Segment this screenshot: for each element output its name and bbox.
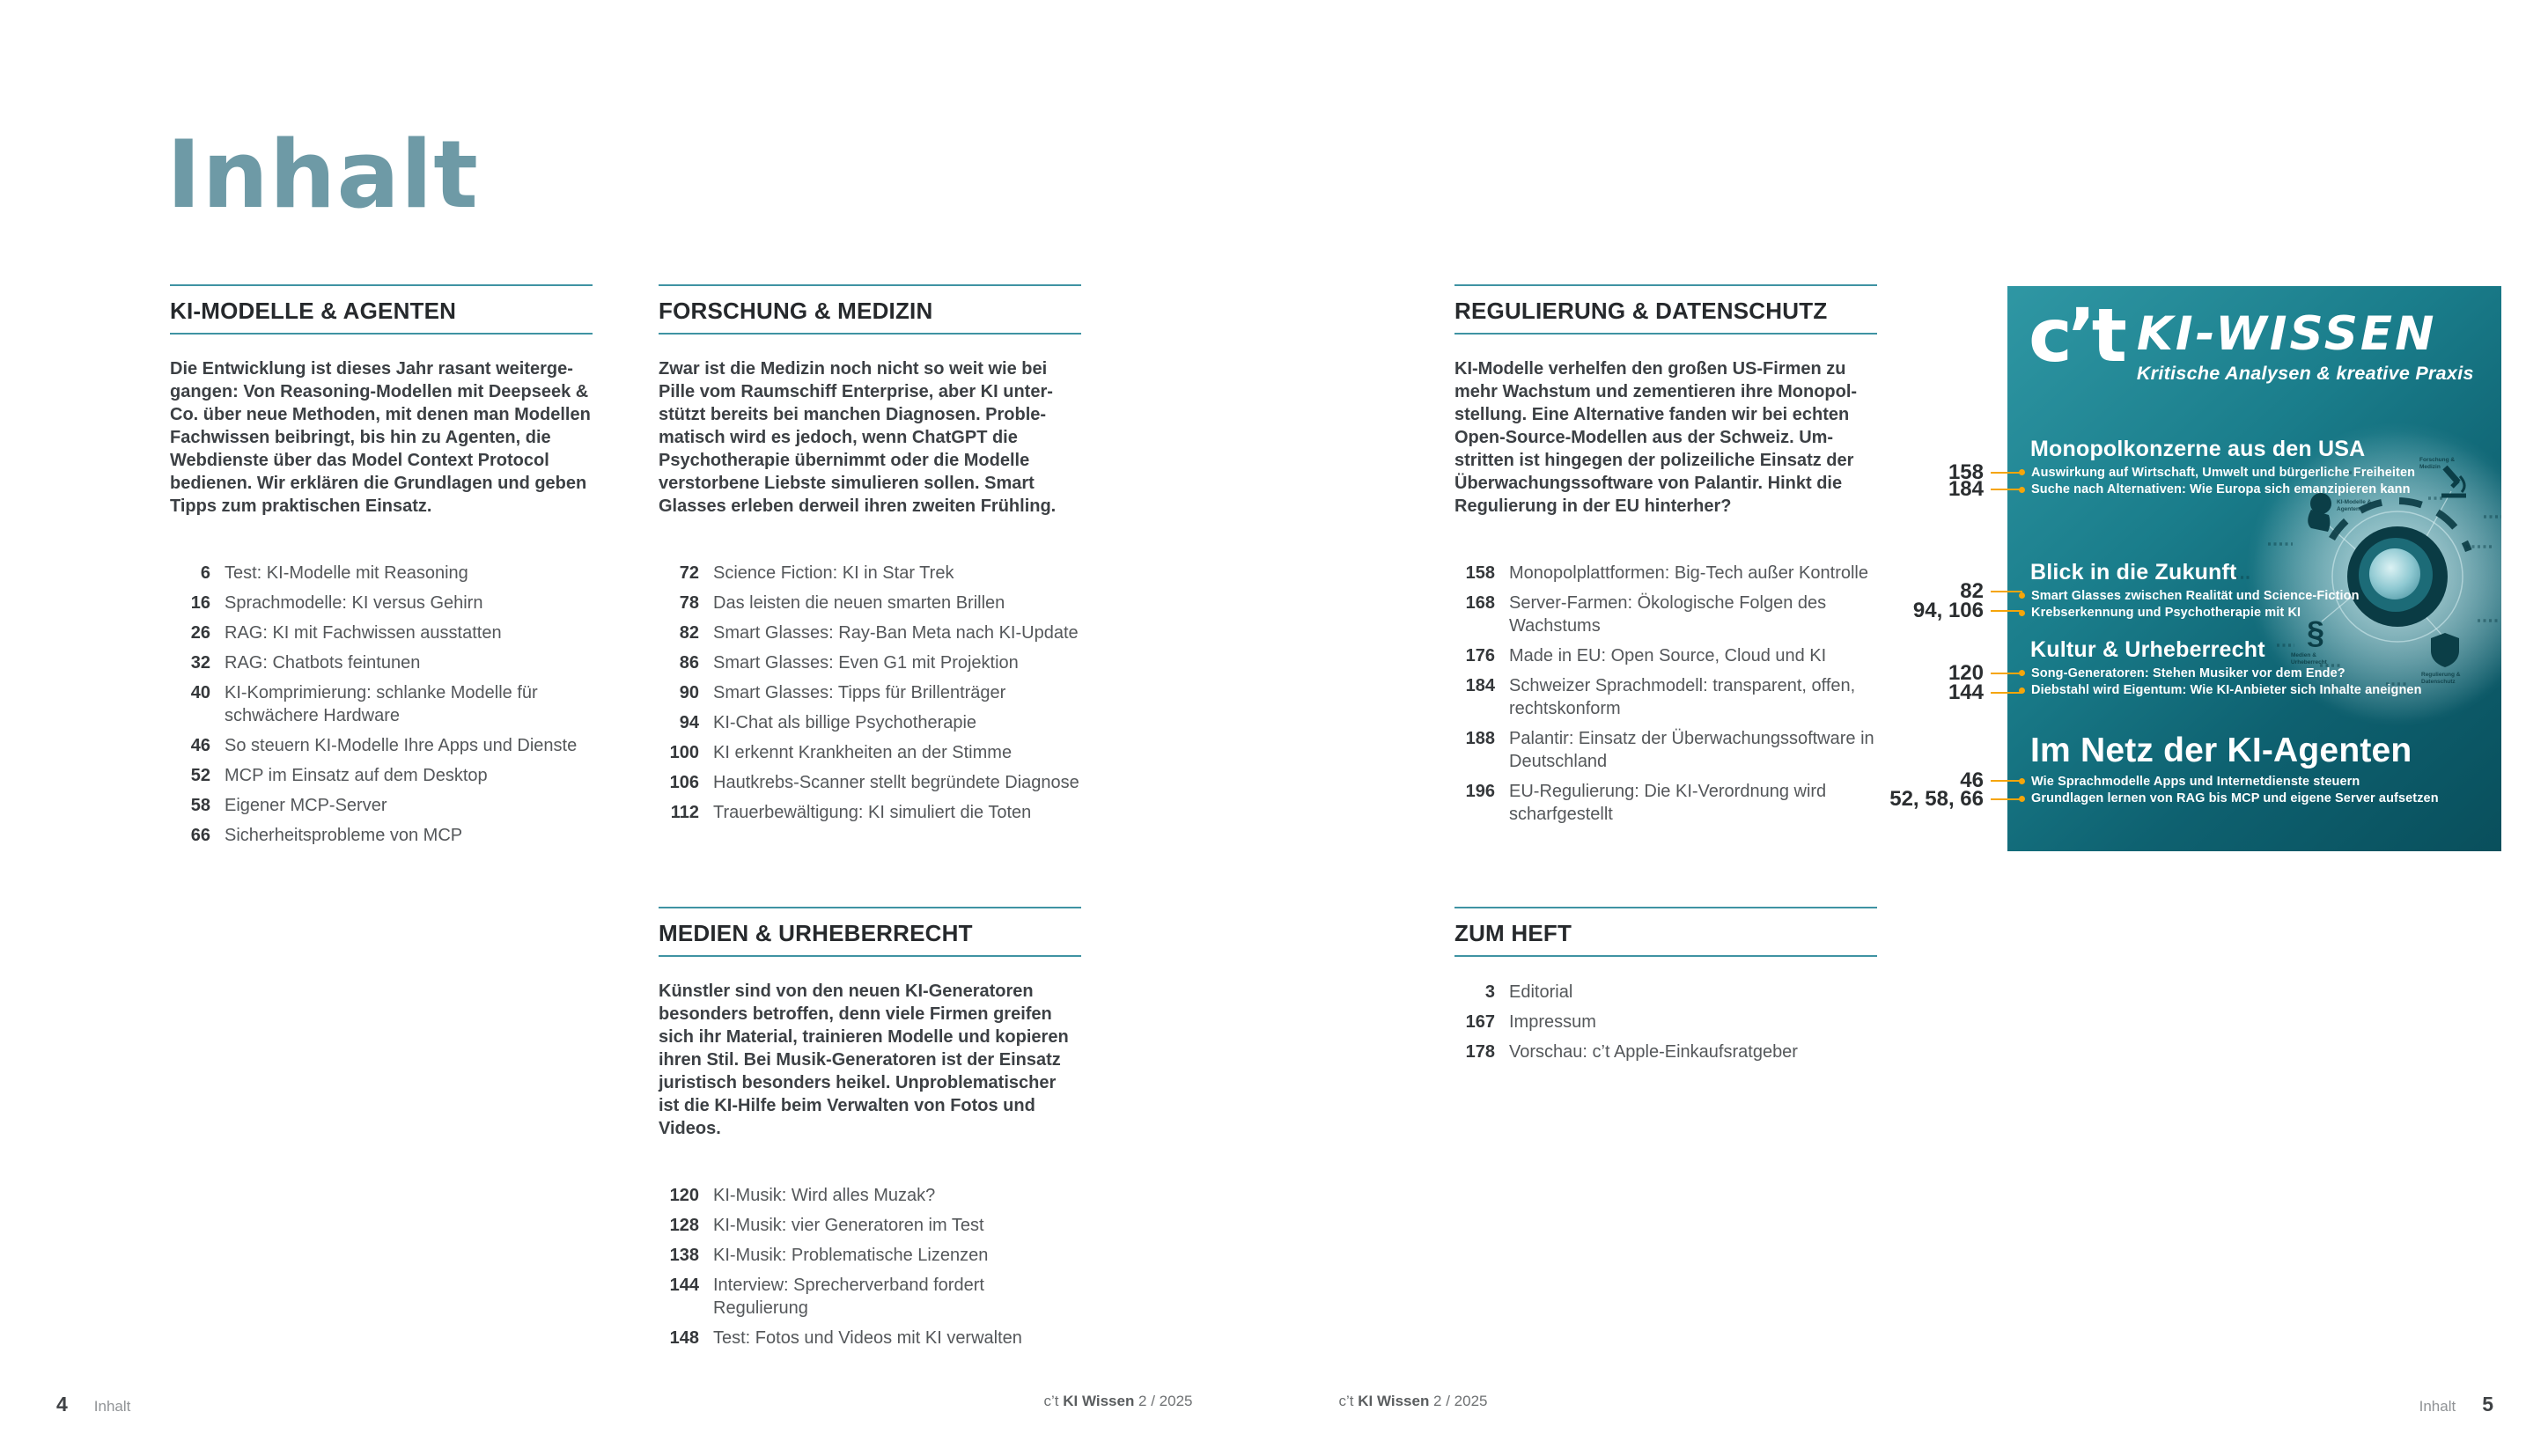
article-entry [659, 592, 1081, 614]
article-title: Eigener MCP-Server [225, 796, 387, 815]
article-page-number: 26 [190, 623, 210, 643]
article-title: Sprachmodelle: KI versus Gehirn [225, 593, 483, 613]
article-title: KI-Musik: vier Generatoren im Test [713, 1216, 984, 1235]
article-title: Test: KI-Modelle mit Reasoning [225, 563, 468, 583]
issue-prefix: c’t [1043, 1393, 1064, 1409]
article-page-number: 82 [679, 623, 699, 643]
article-title: Editorial [1509, 982, 1573, 1002]
article-entry [659, 741, 1081, 764]
article-page-number: 100 [669, 743, 699, 762]
article-page-number: 52 [190, 766, 210, 785]
article-page-number: 176 [1465, 646, 1495, 665]
callout-connector-line [1991, 673, 2022, 675]
article-list [659, 562, 1081, 824]
article-title: Monopolplattformen: Big-Tech außer Kontrolle [1509, 563, 1868, 583]
cover-teaser-bullet [2019, 791, 2493, 808]
article-title: KI erkennt Krankheiten an der Stimme [713, 743, 1013, 762]
article-title: MCP im Einsatz auf dem Desktop [225, 766, 488, 785]
cover-teaser [2030, 733, 2493, 807]
article-entry [1454, 727, 1877, 773]
toc-section-zum-heft [1454, 907, 1877, 1070]
article-title: Test: Fotos und Videos mit KI verwalten [713, 1328, 1022, 1348]
section-title: MEDIEN & URHEBERRECHT [659, 920, 973, 946]
article-page-number: 148 [669, 1328, 699, 1348]
article-entry [170, 734, 593, 757]
article-page-number: 58 [190, 796, 210, 815]
cover-teaser [2030, 561, 2493, 621]
article-page-number: 72 [679, 563, 699, 583]
article-entry [1454, 1011, 1877, 1033]
callout-page-number: 82 [1960, 579, 1984, 603]
article-page-number: 184 [1465, 676, 1495, 695]
article-page-number: 106 [669, 773, 699, 792]
article-page-number: 32 [190, 653, 210, 673]
issue-name: KI Wissen [1063, 1393, 1135, 1409]
article-entry [170, 592, 593, 614]
article-page-number: 188 [1465, 729, 1495, 748]
article-title: RAG: Chatbots feintunen [225, 653, 421, 673]
article-entry [170, 794, 593, 817]
article-title: Impressum [1509, 1012, 1596, 1032]
toc-section-medien [659, 907, 1081, 1357]
callout-page-number: 120 [1948, 661, 1984, 685]
footer-issue-left [1004, 1393, 1233, 1410]
diagram-label: Regulierung & Datenschutz [2421, 672, 2461, 685]
article-entry [659, 771, 1081, 794]
issue-suffix: 2 / 2025 [1134, 1393, 1193, 1409]
article-page-number: 138 [669, 1246, 699, 1265]
cover-page-callout [1811, 479, 2022, 500]
cover-page-callout [1811, 789, 2022, 810]
article-page-number: 40 [190, 683, 210, 702]
article-title: KI-Komprimierung: schlanke Modelle für schwächere Hardware [225, 683, 538, 725]
callout-connector-line [1991, 472, 2022, 474]
cover-page-callout [1811, 682, 2022, 703]
article-page-number: 90 [679, 683, 699, 702]
footer-left [56, 1393, 130, 1416]
article-title: Smart Glasses: Even G1 mit Projektion [713, 653, 1019, 673]
article-list [1454, 981, 1877, 1063]
article-page-number: 112 [670, 803, 699, 822]
article-title: Science Fiction: KI in Star Trek [713, 563, 954, 583]
article-entry [170, 824, 593, 847]
diagram-label: KI-Modelle & Agenten [2337, 499, 2372, 512]
article-title: Das leisten die neuen smarten Brillen [713, 593, 1005, 613]
ct-logo: c’t [2029, 292, 2123, 379]
article-page-number: 167 [1465, 1012, 1495, 1032]
article-page-number: 120 [669, 1186, 699, 1205]
cover-teaser-text: Diebstahl wird Eigentum: Wie KI-Anbieter sich Inhalte aneignen [2031, 683, 2422, 698]
page-title: Inhalt [166, 121, 479, 229]
callout-connector-line [1991, 591, 2022, 593]
cover-page-callout [1811, 663, 2022, 684]
article-entry [659, 1184, 1081, 1207]
article-title: So steuern KI-Modelle Ihre Apps und Dienste [225, 736, 578, 755]
article-title: Smart Glasses: Ray-Ban Meta nach KI-Update [713, 623, 1079, 643]
article-entry [170, 764, 593, 787]
article-title: Vorschau: c’t Apple-Einkaufsratgeber [1509, 1042, 1798, 1062]
article-entry [659, 562, 1081, 585]
article-page-number: 78 [679, 593, 699, 613]
section-header [1454, 284, 1877, 335]
cover-teaser-bullet [2019, 482, 2493, 499]
cover-teaser-text: Song-Generatoren: Stehen Musiker vor dem Ende? [2031, 665, 2345, 680]
article-list [170, 562, 593, 847]
section-intro: Zwar ist die Medizin noch nicht so weit wie bei Pille vom Raumschiff Enterprise, aber KI unterstützt bereits bei manchen Diagnosen. Problematisch wird es jedoch, wenn ChatGPT die Psychotherapie übernimmt oder die Modelle verstorbene Liebste simulieren sollen. Smart Glasses erleben derweil ihren zweiten Frühling. [659, 359, 1057, 516]
article-entry [659, 801, 1081, 824]
article-page-number: 3 [1484, 982, 1495, 1002]
magazine-cover [2007, 286, 2501, 851]
section-intro: Die Entwicklung ist dieses Jahr rasant weitergegangen: Von Reasoning-Modellen mit Deepseek & Co. über neue Methoden, mit denen man Modellen Fachwissen beibringt, bis hin zu Agenten, die Webdienste über das Model Context Protocol bedienen. Wir erklären die Grundlagen und geben Tipps zum praktischen Einsatz. [170, 359, 591, 516]
article-entry [659, 1274, 1081, 1320]
section-intro: Künstler sind von den neuen KI-Generatoren besonders betroffen, denn viele Firmen greifen sich ihr Material, trainieren Modelle und kopieren ihren Stil. Bei Musik-Generatoren ist der Einsatz juristisch besonders heikel. Unproblematischer ist die KI-Hilfe beim Verwalten von Fotos und Videos. [659, 982, 1069, 1138]
article-entry [659, 1214, 1081, 1237]
article-title: Trauerbewältigung: KI simuliert die Toten [713, 803, 1032, 822]
article-page-number: 128 [669, 1216, 699, 1235]
callout-connector-line [1991, 780, 2022, 783]
toc-section-ki-modelle [170, 284, 593, 854]
cover-masthead [2029, 292, 2480, 385]
article-entry [659, 1327, 1081, 1349]
article-page-number: 144 [669, 1276, 699, 1295]
cover-teaser-text: Smart Glasses zwischen Realität und Science-Fiction [2031, 588, 2360, 603]
article-title: KI-Chat als billige Psychotherapie [713, 713, 977, 732]
article-list [659, 1184, 1081, 1349]
article-entry [659, 711, 1081, 734]
article-page-number: 66 [190, 826, 210, 845]
footer-label-left: Inhalt [93, 1398, 131, 1415]
article-entry [170, 621, 593, 644]
article-page-number: 196 [1465, 782, 1495, 801]
article-title: Made in EU: Open Source, Cloud und KI [1509, 646, 1827, 665]
section-header [1454, 907, 1877, 957]
article-page-number: 16 [190, 593, 210, 613]
page-number-left: 4 [56, 1393, 68, 1416]
article-entry [659, 681, 1081, 704]
callout-page-number: 144 [1948, 680, 1984, 704]
article-page-number: 178 [1465, 1042, 1495, 1062]
article-title: Interview: Sprecherverband fordert Regulierung [713, 1276, 984, 1318]
cover-teaser-bullet [2019, 773, 2493, 791]
article-page-number: 86 [679, 653, 699, 673]
cover-teaser-text: Auswirkung auf Wirtschaft, Umwelt und bürgerliche Freiheiten [2031, 465, 2416, 480]
article-title: KI-Musik: Wird alles Muzak? [713, 1186, 936, 1205]
article-page-number: 158 [1465, 563, 1495, 583]
cover-title: KI-WISSEN [2136, 307, 2437, 361]
diagram-label: Forschung & Medizin [2419, 457, 2456, 470]
article-title: Schweizer Sprachmodell: transparent, offen, rechtskonform [1509, 676, 1856, 718]
article-title: EU-Regulierung: Die KI-Verordnung wird scharfgestellt [1509, 782, 1827, 824]
page-number-right: 5 [2482, 1393, 2493, 1416]
article-entry [659, 1244, 1081, 1267]
footer-right [2419, 1393, 2493, 1416]
toc-section-regulierung [1454, 284, 1877, 833]
cover-teaser-text: Krebserkennung und Psychotherapie mit KI [2031, 606, 2301, 621]
article-entry [170, 681, 593, 727]
cover-teaser-heading: Kultur & Urheberrecht [2030, 637, 2265, 662]
article-title: Palantir: Einsatz der Überwachungssoftware in Deutschland [1509, 729, 1874, 771]
article-entry [1454, 981, 1877, 1004]
cover-subtitle: Kritische Analysen & kreative Praxis [2136, 363, 2474, 384]
article-page-number: 6 [200, 563, 210, 583]
cover-teaser-heading: Blick in die Zukunft [2030, 560, 2237, 585]
paragraph-icon: § [2307, 614, 2325, 651]
callout-connector-line [1991, 610, 2022, 613]
section-header [659, 284, 1081, 335]
article-title: Hautkrebs-Scanner stellt begründete Diagnose [713, 773, 1079, 792]
cover-teaser-bullet [2019, 587, 2493, 605]
cover-page-callout [1811, 600, 2022, 621]
article-entry [1454, 1041, 1877, 1063]
article-title: Server-Farmen: Ökologische Folgen des Wachstums [1509, 593, 1827, 636]
callout-connector-line [1991, 489, 2022, 491]
diagram-label: Medien & Urheberrecht [2291, 652, 2327, 665]
callout-page-number: 158 [1948, 460, 1984, 484]
toc-section-forschung [659, 284, 1081, 831]
callout-page-number: 94, 106 [1912, 599, 1984, 622]
callout-page-number: 184 [1948, 477, 1984, 501]
cover-teaser-heading: Im Netz der KI-Agenten [2030, 732, 2412, 769]
cover-title-block [2137, 305, 2480, 385]
cover-teaser-text: Suche nach Alternativen: Wie Europa sich emanzipieren kann [2031, 482, 2411, 497]
cover-teaser-text: Wie Sprachmodelle Apps und Internetdienste steuern [2031, 774, 2360, 789]
callout-connector-line [1991, 798, 2022, 801]
callout-page-number: 52, 58, 66 [1889, 787, 1984, 811]
article-page-number: 168 [1465, 593, 1495, 613]
cover-teaser-bullet [2019, 605, 2493, 622]
section-title: ZUM HEFT [1454, 920, 1572, 946]
issue-name: KI Wissen [1358, 1393, 1430, 1409]
article-title: Smart Glasses: Tipps für Brillenträger [713, 683, 1006, 702]
article-entry [659, 621, 1081, 644]
section-header [659, 907, 1081, 957]
article-page-number: 94 [679, 713, 699, 732]
article-title: KI-Musik: Problematische Lizenzen [713, 1246, 989, 1265]
section-title: FORSCHUNG & MEDIZIN [659, 298, 933, 324]
section-header [170, 284, 593, 335]
article-page-number: 46 [190, 736, 210, 755]
section-intro: KI-Modelle verhelfen den großen US-Firmen zu mehr Wachstum und zementieren ihre Monopolstellung. Eine Alternative fanden wir bei echten Open-Source-Modellen aus der Schweiz. Umstritten ist hingegen der polizeiliche Einsatz der Überwachungssoftware von Palantir. Hinkt die Regulierung in der EU hinterher? [1454, 359, 1858, 516]
footer-issue-right [1299, 1393, 1528, 1410]
article-entry [170, 562, 593, 585]
cover-teaser-text: Grundlagen lernen von RAG bis MCP und eigene Server aufsetzen [2031, 791, 2439, 806]
cover-teaser-heading: Monopolkonzerne aus den USA [2030, 437, 2366, 461]
callout-page-number: 46 [1960, 768, 1984, 792]
footer-label-right: Inhalt [2419, 1398, 2456, 1415]
article-title: RAG: KI mit Fachwissen ausstatten [225, 623, 502, 643]
callout-connector-line [1991, 692, 2022, 695]
article-title: Sicherheitsprobleme von MCP [225, 826, 463, 845]
issue-suffix: 2 / 2025 [1429, 1393, 1488, 1409]
article-entry [170, 651, 593, 674]
section-title: KI-MODELLE & AGENTEN [170, 298, 457, 324]
article-entry [659, 651, 1081, 674]
section-title: REGULIERUNG & DATENSCHUTZ [1454, 298, 1828, 324]
issue-prefix: c’t [1338, 1393, 1359, 1409]
cover-teaser [2030, 638, 2493, 699]
